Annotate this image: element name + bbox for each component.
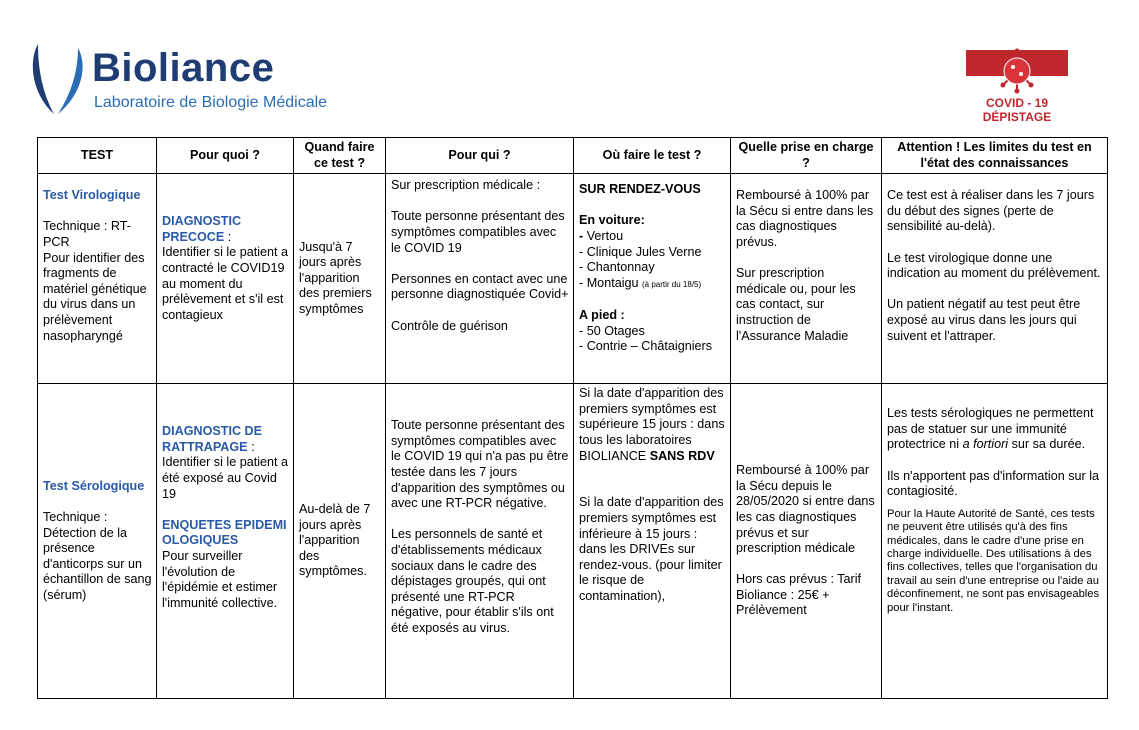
covid-badge-line2: DÉPISTAGE — [982, 110, 1052, 124]
row1-test-cell — [38, 174, 157, 384]
row1-coverage-cell — [731, 174, 882, 384]
bioliance-leaf-icon — [30, 42, 86, 116]
row1-where-car-item-1: Vertou — [586, 228, 624, 243]
row1-when-cell — [294, 174, 386, 384]
virus-icon — [966, 46, 1068, 96]
row1-coverage-2: Sur prescription médicale ou, pour les cas contact, sur instruction de l'Assurance Maladie — [736, 266, 856, 343]
table-header-row — [38, 138, 1108, 174]
row1-where-car-label: En voiture: — [579, 213, 645, 228]
row2-why1-description: Identifier si le patient a été exposé au Covid 19 — [162, 455, 289, 501]
row1-where-car-note: (à partir du 18/5) — [642, 279, 702, 289]
row1-who-cell — [386, 174, 574, 384]
row2-limits-cell — [882, 384, 1108, 699]
header-why: Pour quoi ? — [157, 138, 294, 174]
row1-coverage-1: Remboursé à 100% par la Sécu si entre dans les cas diagnostiques prévus. — [736, 188, 874, 249]
row1-limits-2: Le test virologique donne une indication au moment du prélèvement. — [887, 250, 1101, 281]
row2-where-1: Si la date d'apparition des premiers symptômes est supérieure 15 jours : dans tous les laboratoires BIOLIANCE — [579, 386, 725, 463]
row2-why1-title: DIAGNOSTIC DE RATTRAPAGE — [162, 424, 263, 454]
table-row — [38, 174, 1108, 384]
row1-where-foot-item-2: - Contrie – Châtaigniers — [579, 339, 712, 354]
row1-test-name: Test Virologique — [43, 188, 141, 203]
row1-test-technique: Technique : RT-PCR — [43, 219, 131, 249]
row2-why-cell — [157, 384, 294, 699]
row1-where-car-item-3: - Chantonnay — [579, 260, 655, 275]
row2-limits-1-italic: a fortiori — [962, 437, 1009, 452]
header-who: Pour qui ? — [386, 138, 574, 174]
row1-where-car-item-4: - Montaigu — [579, 275, 639, 290]
header-test: TEST — [38, 138, 157, 174]
header-coverage: Quelle prise en charge ? — [731, 138, 882, 174]
row1-limits-3: Un patient négatif au test peut être exposé au virus dans les jours qui suivent et l'attraper. — [887, 297, 1081, 343]
row1-where-foot-label: A pied : — [579, 307, 625, 322]
row2-test-description: Technique : Détection de la présence d'anticorps sur un échantillon de sang (sérum) — [43, 509, 152, 602]
bioliance-logo — [30, 40, 370, 120]
row1-who-1: Sur prescription médicale : — [391, 178, 541, 193]
row2-coverage-cell — [731, 384, 882, 699]
row2-test-cell — [38, 384, 157, 699]
row2-when-cell — [294, 384, 386, 699]
row1-where-foot-item-1: - 50 Otages — [579, 323, 645, 338]
row1-why-title: DIAGNOSTIC PRECOCE — [162, 214, 242, 244]
row2-why1-separator: : — [247, 439, 255, 454]
row2-where-1-bold: SANS RDV — [649, 448, 715, 463]
row1-test-description: Pour identifier des fragments de matériel génétique du virus dans un prélèvement nasopharyngé — [43, 250, 147, 343]
row1-why-description: Identifier si le patient a contracté le COVID19 au moment du prélèvement et s'il est contagieux — [162, 245, 289, 322]
row2-limits-3: Pour la Haute Autorité de Santé, ces tests ne peuvent être utilisés qu'à des fins médicales, dans le cadre d'une prise en charge individuelle. Des utilisations à des fins collectives, telles que l'organisation du travail au sein d'une entreprise ou l'aide au déconfinement, ne sont pas envisageables pour l'instant. — [887, 507, 1100, 614]
row1-who-3: Personnes en contact avec une personne diagnostiquée Covid+ — [391, 271, 569, 302]
row1-where-title: SUR RENDEZ-VOUS — [579, 182, 701, 197]
row1-limits-1: Ce test est à réaliser dans les 7 jours du début des signes (perte de sensibilité au-delà). — [887, 188, 1095, 234]
row2-where-cell — [574, 384, 731, 699]
brand-name: Bioliance — [92, 46, 275, 90]
row2-limits-1a: Les tests sérologiques ne permettent pas de statuer sur une immunité protectrice ni — [887, 406, 1094, 452]
header-when: Quand faire ce test ? — [294, 138, 386, 174]
row2-who-cell — [386, 384, 574, 699]
row1-when-text: Jusqu'à 7 jours après l'apparition des premiers symptômes — [299, 239, 372, 317]
row2-when-text: Au-delà de 7 jours après l'apparition des symptômes. — [299, 502, 371, 579]
row1-why-cell — [157, 174, 294, 384]
row2-coverage-2: Hors cas prévus : Tarif Bioliance : 25€ + Prélèvement — [736, 572, 862, 618]
row2-coverage-1: Remboursé à 100% par la Sécu depuis le 28/05/2020 si entre dans les cas diagnostiques prévus et sur prescription médicale — [736, 463, 875, 556]
row2-limits-1b: sur sa durée. — [1011, 437, 1086, 452]
row1-limits-cell — [882, 174, 1108, 384]
row1-who-2: Toute personne présentant des symptômes compatibles avec le COVID 19 — [391, 209, 565, 255]
row2-who-2: Les personnels de santé et d'établissements médicaux sociaux dans le cadre des dépistages groupés, qui ont présenté une RT-PCR négative, pour établir s'ils ont été exposés au virus. — [391, 527, 554, 635]
row1-where-car-item-2: - Clinique Jules Verne — [579, 244, 702, 259]
row2-who-1: Toute personne présentant des symptômes compatibles avec le COVID 19 qui n'a pas pu être testée dans les 7 jours d'apparition des symptômes ou avec une RT-PCR négative. — [391, 418, 569, 511]
header-where: Où faire le test ? — [574, 138, 731, 174]
row2-limits-2: Ils n'apportent pas d'information sur la contagiosité. — [887, 468, 1100, 499]
tests-table — [37, 137, 1108, 699]
row1-where-cell: SUR RENDEZ-VOUS En voiture: - Vertou - Clinique Jules Verne - Chantonnay - Montaigu (à partir du 18/5) A pied : - 50 Otages - Contrie – Châtaigniers — [574, 174, 731, 384]
row1-who-4: Contrôle de guérison — [391, 318, 508, 333]
row2-why2-description: Pour surveiller l'évolution de l'épidémie et estimer l'immunité collective. — [162, 548, 278, 610]
header-limits: Attention ! Les limites du test en l'état des connaissances — [882, 138, 1108, 174]
row2-why2-title: ENQUETES EPIDEMIOLOGIQUES — [162, 517, 287, 548]
brand-subtitle: Laboratoire de Biologie Médicale — [94, 94, 328, 111]
row1-why-separator: : — [224, 229, 232, 244]
covid-badge — [966, 46, 1068, 128]
table-row — [38, 384, 1108, 699]
covid-badge-line1: COVID - 19 — [985, 96, 1048, 110]
row2-where-2: Si la date d'apparition des premiers symptômes est inférieure à 15 jours : dans les DRIVEs sur rendez-vous. (pour limiter le risque de contamination), — [579, 495, 724, 603]
row2-test-name: Test Sérologique — [43, 478, 145, 493]
